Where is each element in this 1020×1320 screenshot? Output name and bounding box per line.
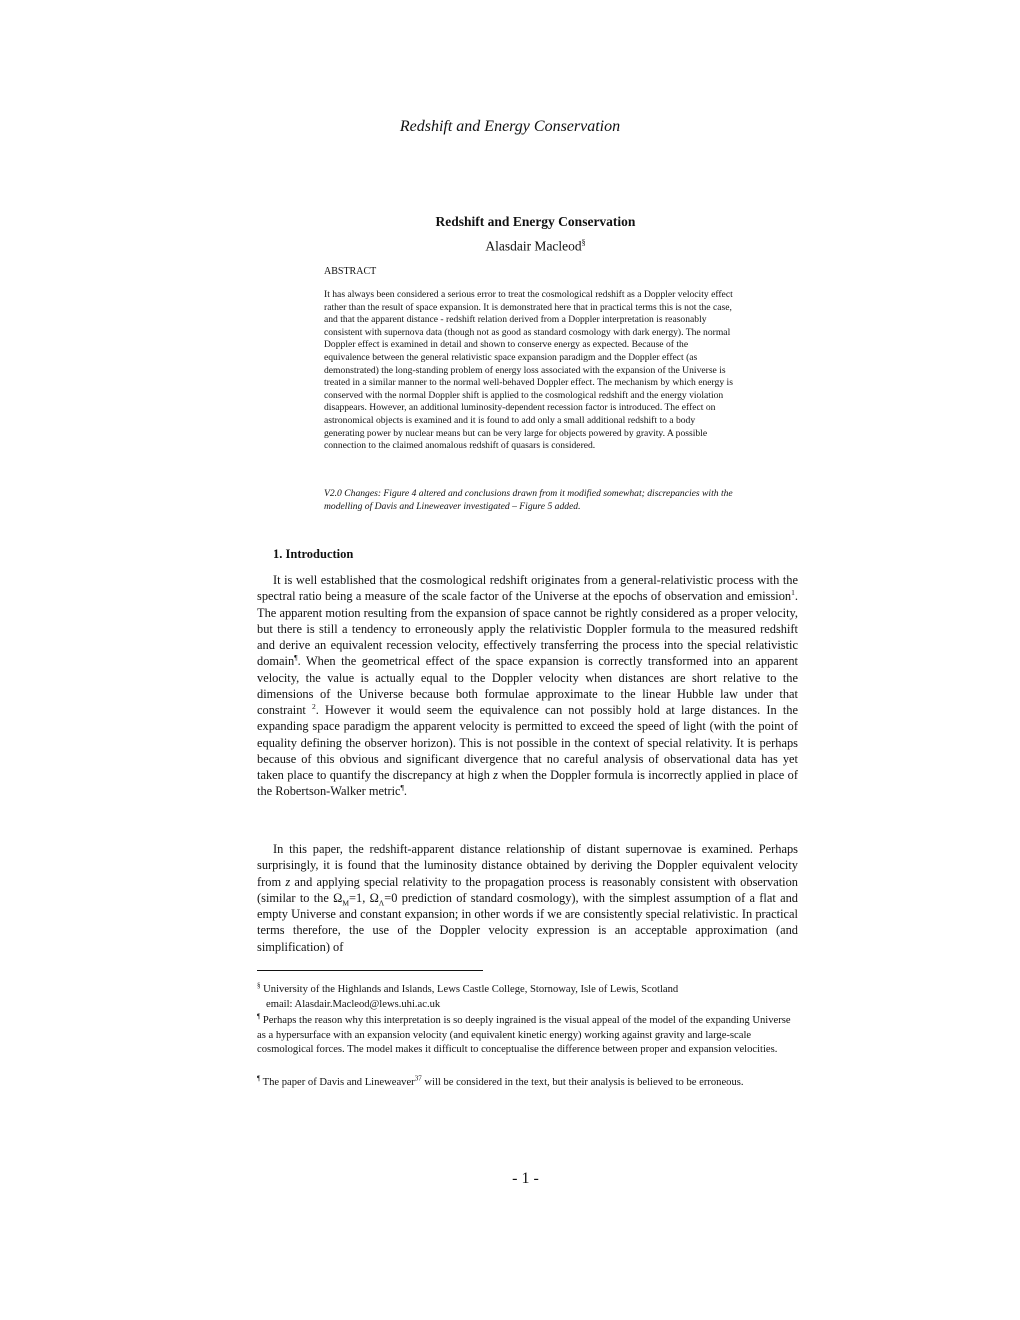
intro-paragraph-2: In this paper, the redshift-apparent distance relationship of distant supernovae is examined. Perhaps surprisingly, it is found that the luminosity distance obtained by deriving the Doppler equivalent velocity from z and applying special relativity to the propagation process is reasonably consistent with observation (similar to the $\Omega_M=1$, $\Omega_\Lambda=0$ prediction of standard cosmology), with the simplest assumption of a flat and empty Universe and constant expansion; in other words if we are consistently special relativistic. In practical terms therefore, the use of the Doppler velocity expression is an acceptable approximation (and simplification) of [257, 842, 798, 954]
citation-ref: 2 [312, 701, 316, 711]
footnote-3: ¶ The paper of Davis and Lineweaver$^{37}$ will be considered in the text, but their analysis is believed to be erroneous. [257, 1074, 744, 1088]
footnote-email: email: Alasdair.Macleod@lews.uhi.ac.uk [266, 999, 441, 1010]
footnote-mark: ¶ [294, 653, 298, 663]
footnote-mark: ¶ [400, 783, 404, 793]
author-line [0, 238, 1020, 255]
citation-ref: 1 [791, 588, 795, 598]
author-footnote-mark: § [581, 238, 586, 247]
running-header: Redshift and Energy Conservation [399, 118, 621, 135]
footnote-2: ¶ Perhaps the reason why this interpretation is so deeply ingrained is the visual appeal of the model of the expanding Universe as a hypersurface with an expansion velocity (and equivalent kinetic energy) working against gravity and large-scale cosmological forces. The model makes it difficult to conceptualise the difference between proper and expansion velocities. [257, 1012, 791, 1055]
author-name: Alasdair Macleod [485, 238, 582, 254]
page-number: - 1 - [512, 1170, 539, 1187]
abstract-body: It has always been considered a serious error to treat the cosmological redshift as a Doppler velocity effect rather than the result of space expansion. It is demonstrated here that in practical terms this is not the case, and that the apparent distance - redshift relation derived from a Doppler interpretation is reasonably consistent with supernova data (though not as good as standard cosmology with dark energy). The normal Doppler effect is examined in detail and shown to conserve energy as expected. Because of the equivalence between the general relativistic space expansion paradigm and the Doppler effect (as demonstrated) the long-standing problem of energy loss associated with the expansion of the Universe is treated in a similar manner to the normal well-behaved Doppler effect. The mechanism by which energy is conserved with the normal Doppler shift is applied to the cosmological redshift and the energy violation disappears. However, an additional luminosity-dependent recession factor is introduced. The effect on astronomical objects is examined and it is found to add only a small additional redshift to a body generating power by nuclear means but can be very large for objects powered by gravity. A possible connection to the claimed anomalous redshift of quasars is considered. [324, 289, 733, 452]
intro-paragraph-1: It is well established that the cosmological redshift originates from a general-relativistic process with the spectral ratio being a measure of the scale factor of the Universe at the epochs of observation and emission$^1$. The apparent motion resulting from the expansion of space cannot be rightly considered as a proper velocity, but there is still a tendency to erroneously apply the relativistic Doppler formula to the measured redshift and derive an equivalent recession velocity, effectively transferring the process into the special relativistic domain¶. When the geometrical effect of the space expansion is correctly transformed into an apparent velocity, the value is actually equal to the Doppler velocity when distances are short relative to the dimensions of the Universe because both formulae approximate to the linear Hubble law under that constraint $^2$. However it would seem the equivalence can not possibly hold at large distances. In the expanding space paradigm the apparent velocity is permitted to exceed the speed of light (with the point of equality defining the observer horizon). This is not possible in the context of special relativity. It is perhaps because of this obvious and significant divergence that no careful analysis of observational data has yet taken place to quantify the discrepancy at high z when the Doppler formula is incorrectly applied in place of the Robertson-Walker metric¶. [257, 573, 798, 799]
version-changes-note: V2.0 Changes: Figure 4 altered and conclusions drawn from it modified somewhat; discrepancies with the modelling of Davis and Lineweaver investigated – Figure 5 added. [324, 488, 733, 512]
section-heading-introduction: 1. Introduction [273, 547, 354, 561]
abstract-label: ABSTRACT [324, 266, 377, 277]
paper-title: Redshift and Energy Conservation [435, 214, 636, 229]
footnote-separator [257, 970, 483, 971]
footnote-affiliation: § University of the Highlands and Islands, Lews Castle College, Stornoway, Isle of Lewis, Scotland [257, 981, 679, 995]
